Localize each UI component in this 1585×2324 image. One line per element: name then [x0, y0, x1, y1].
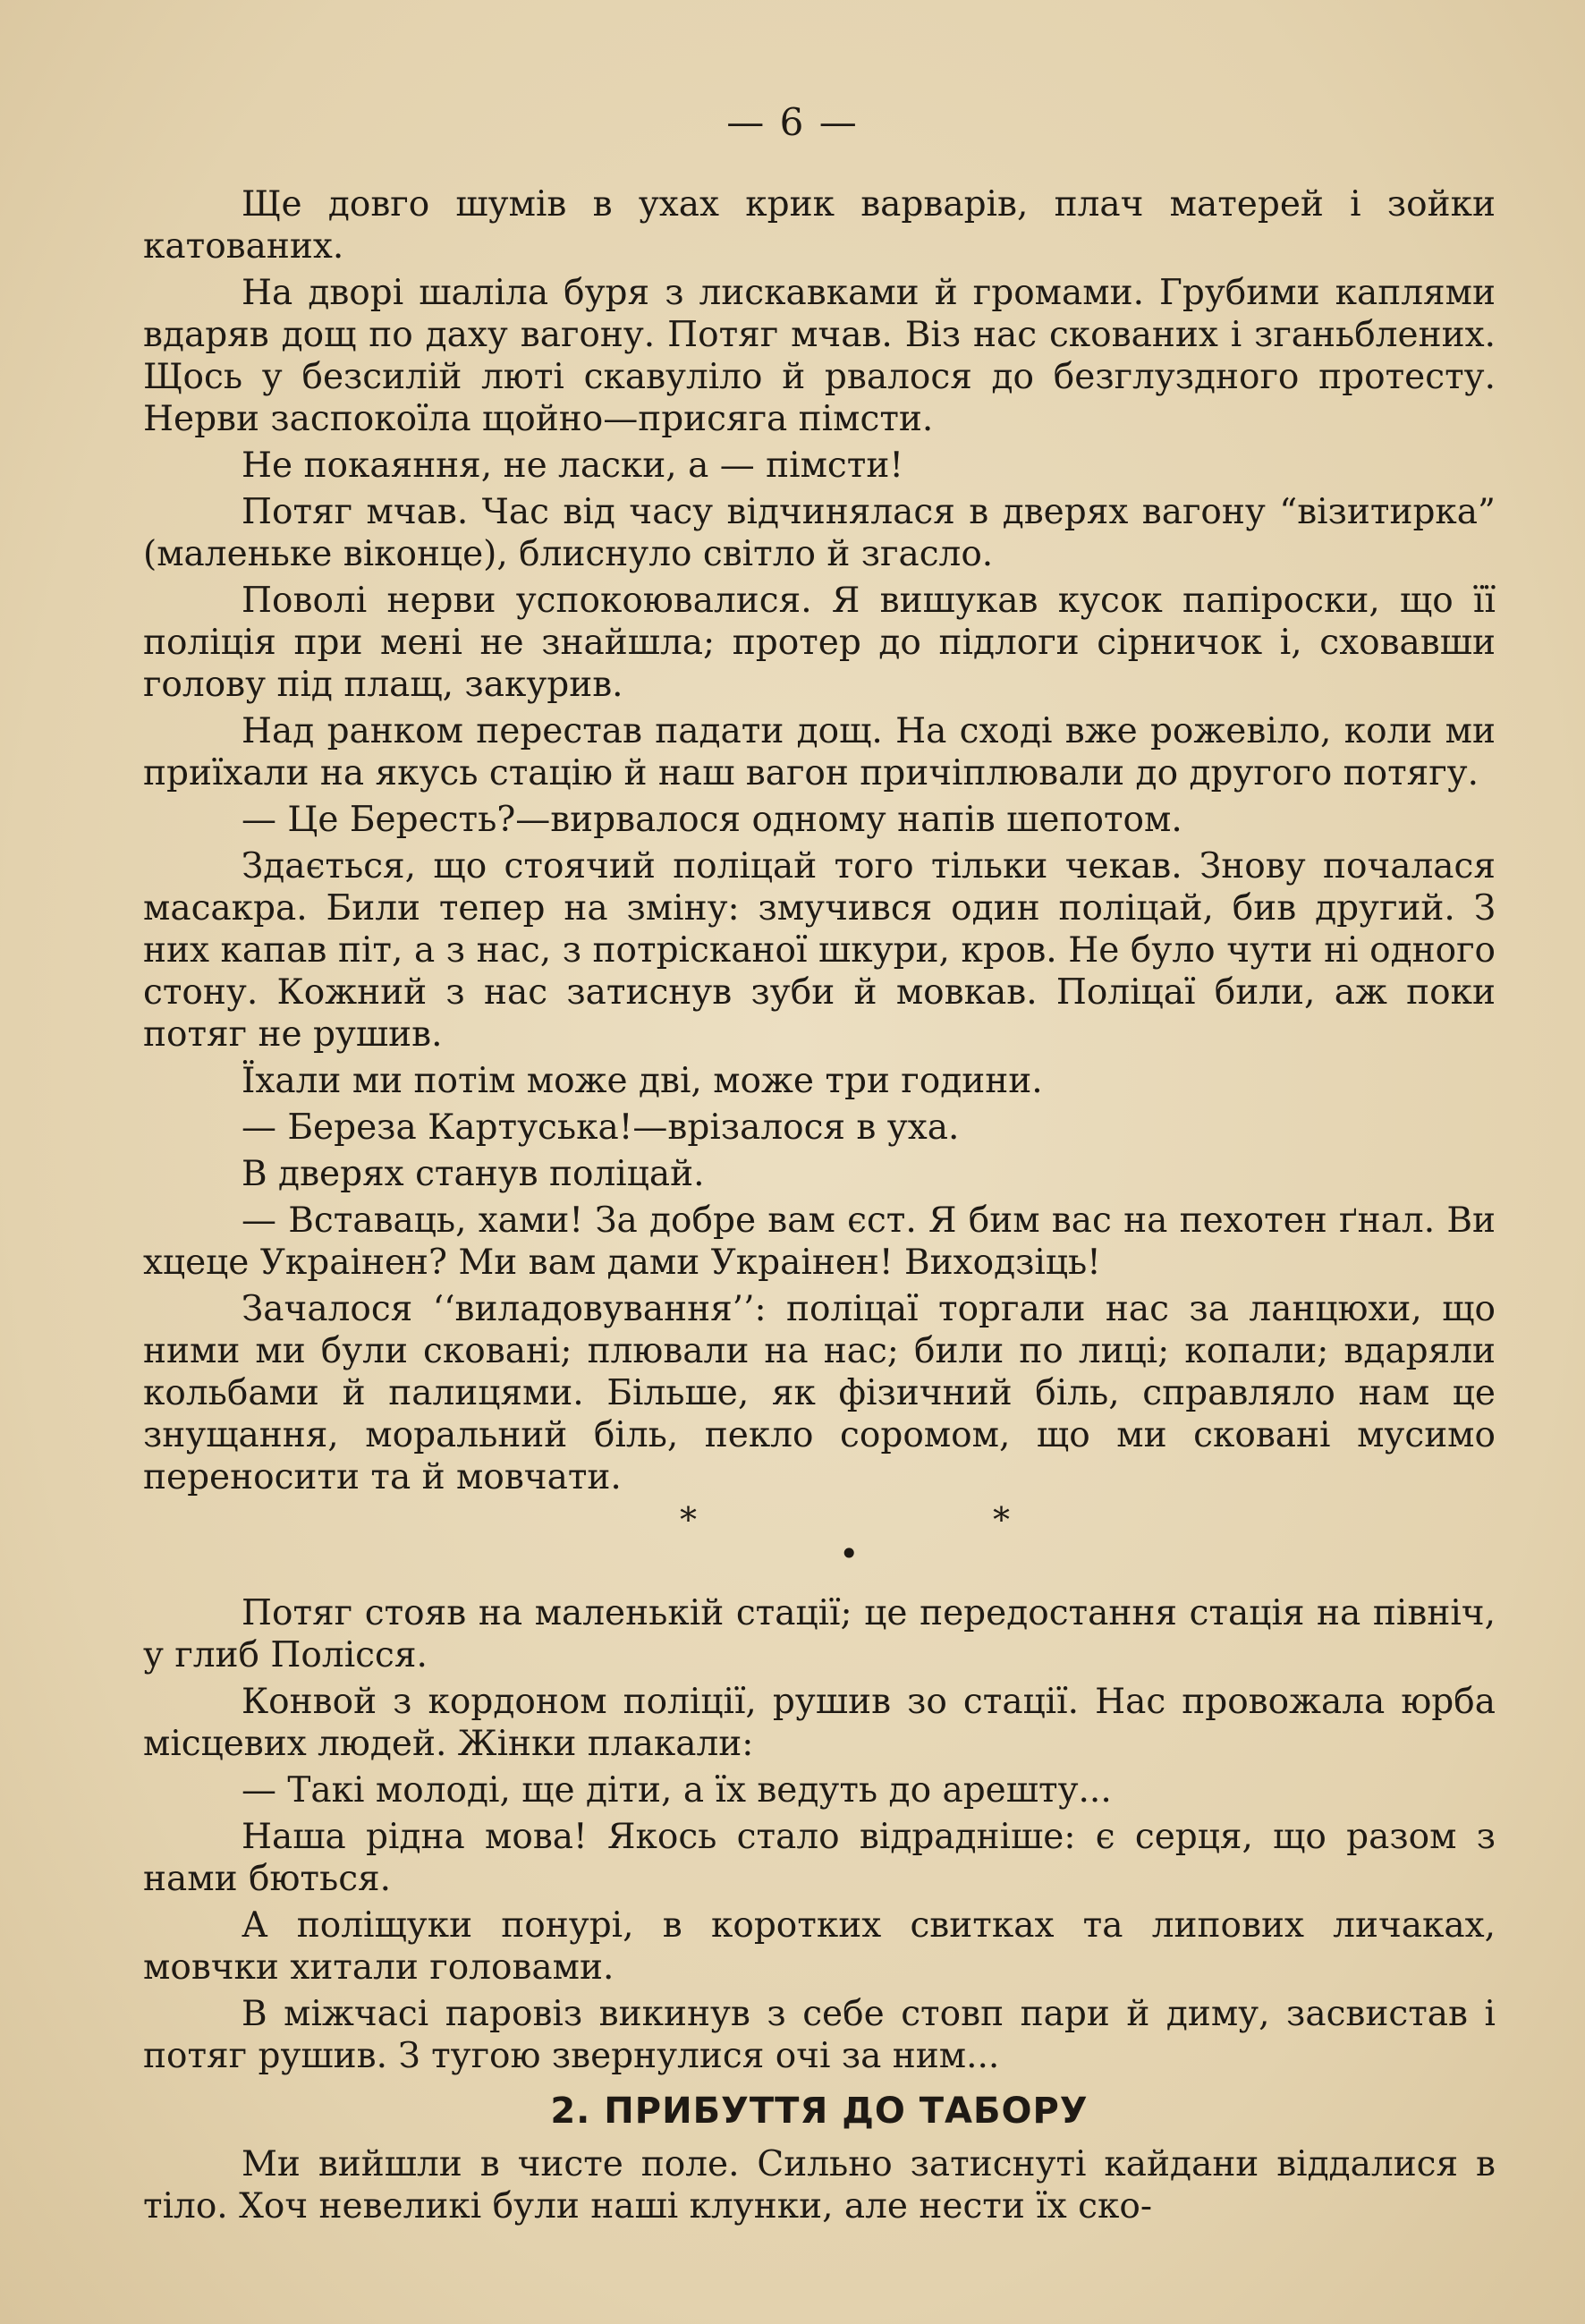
paragraph: Конвой з кордоном поліції, рушив зо стації. Нас провожала юрба місцевих людей. Жінки плакали:	[143, 1682, 1496, 1764]
paragraph: — Береза Картуська!—врізалося в уха.	[242, 1107, 960, 1148]
paragraph: Не покаяння, не ласки, а — пімсти!	[242, 445, 904, 486]
paragraph: Поволі нерви успокоювалися. Я вишукав кусок папіроски, що її поліція при мені не знайшла; протер до підлоги сірничок і, сховавши голову під плащ, закурив.	[143, 581, 1496, 705]
paragraph: Потяг мчав. Час від часу відчинялася в дверях вагону “візитирка” (маленьке віконце), блиснуло світло й згасло.	[143, 492, 1496, 574]
section-heading: 2. ПРИБУТТЯ ДО ТАБОРУ	[550, 2091, 1089, 2132]
paragraph: На дворі шаліла буря з лискавками й громами. Грубими каплями вдаряв дощ по даху вагону. Потяг мчав. Віз нас скованих і зганьблених. Щось у безсилій люті скавуліло й рвалося до безглуздного протесту. Нерви заспокоїла щойно—присяга пімсти.	[143, 273, 1496, 439]
paragraph: — Такі молоді, ще діти, а їх ведуть до арешту...	[242, 1770, 1112, 1811]
paragraph: Зачалося ‘‘виладовування’’: поліцаї торгали нас за ланцюхи, що ними ми були сковані; плювали на нас; били по лиці; копали; вдаряли кольбами й палицями. Більше, як фізичний біль, справляло нам це знущання, моральний біль, пекло соромом, що ми сковані мусимо переносити та й мовчати.	[143, 1289, 1496, 1497]
separator-asterisk: *	[993, 1500, 1010, 1539]
paragraph: Над ранком перестав падати дощ. На сході вже рожевіло, коли ми приїхали на якусь стацію й наш вагон причіплювали до другого потягу.	[143, 711, 1496, 793]
paragraph: Наша рідна мова! Якось стало відрадніше: є серця, що разом з нами бються.	[143, 1817, 1496, 1899]
paragraph: В міжчасі паровіз викинув з себе стовп пари й диму, засвистав і потяг рушив. З тугою звернулися очі за ним...	[143, 1994, 1496, 2076]
paragraph: — Вставаць, хами! За добре вам єст. Я бим вас на пехотен ґнал. Ви хцеце Украінен? Ми вам дами Украінен! Виходзіць!	[143, 1200, 1496, 1283]
scene-separator	[143, 1500, 1496, 1592]
paragraph: Ми вийшли в чисте поле. Сильно затиснуті кайдани віддалися в тіло. Хоч невеликі були наші клунки, але нести їх ско-	[143, 2144, 1496, 2226]
text-block	[143, 183, 1496, 2232]
separator-asterisk: *	[680, 1500, 697, 1539]
paragraph: А поліщуки понурі, в коротких свитках та липових личаках, мовчки хитали головами.	[143, 1905, 1496, 1988]
paragraph: Їхали ми потім може дві, може три години.	[242, 1061, 1043, 1101]
page-number: — 6 —	[726, 100, 859, 144]
paragraph: Потяг стояв на маленькій стації; це передостання стація на північ, у глиб Полісся.	[143, 1593, 1496, 1675]
paragraph: Ще довго шумів в ухах крик варварів, плач матерей і зойки катованих.	[143, 184, 1496, 267]
paragraph: — Це Бересть?—вирвалося одному напів шепотом.	[242, 800, 1182, 840]
paragraph: В дверях станув поліцай.	[242, 1154, 705, 1194]
separator-dot: •	[839, 1534, 860, 1573]
paragraph: Здається, що стоячий поліцай того тільки чекав. Знову почалася масакра. Били тепер на зміну: змучився один поліцай, бив другий. З них капав піт, а з нас, з потрісканої шкури, кров. Не було чути ні одного стону. Кожний з нас затиснув зуби й мовкав. Поліцаї били, аж поки потяг не рушив.	[143, 846, 1496, 1055]
